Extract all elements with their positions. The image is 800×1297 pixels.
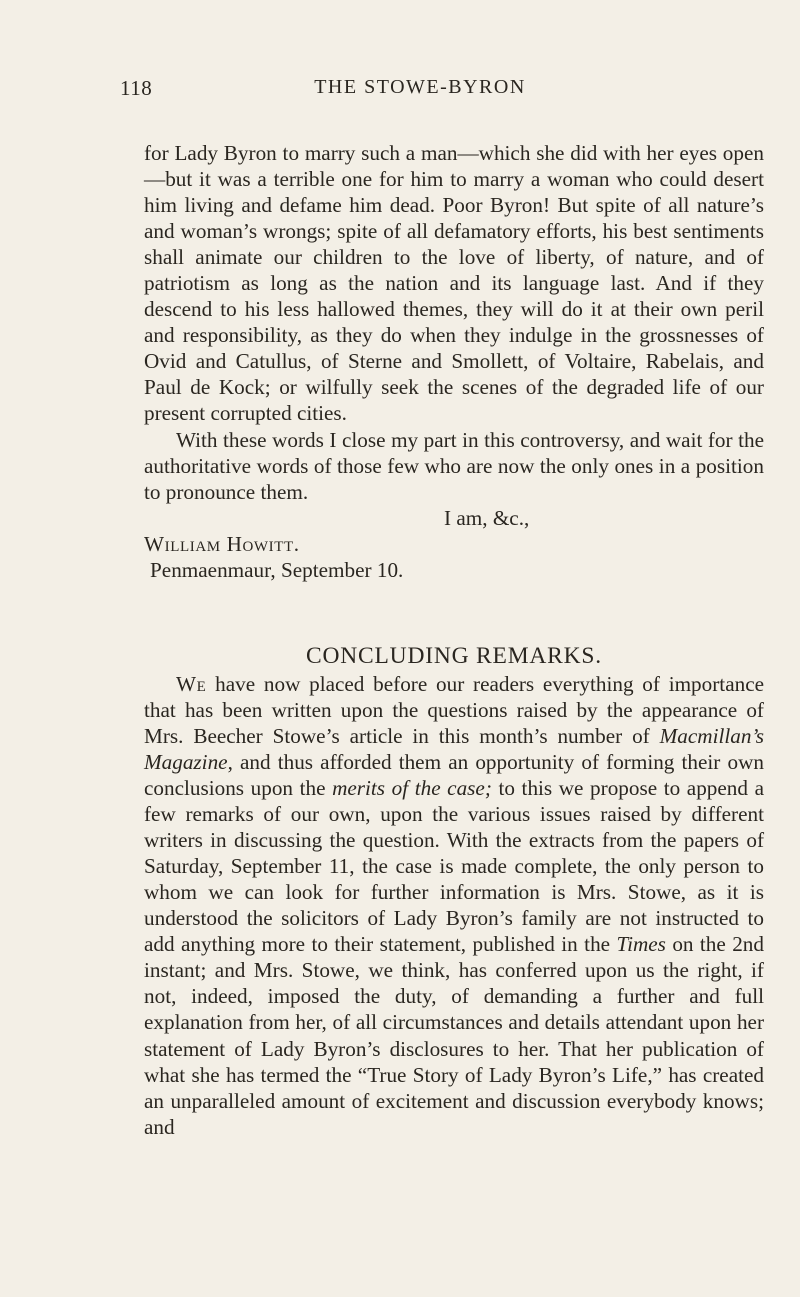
section-text-b: , and thus afforded them an opportunity of forming their own conclusions upon the: [144, 749, 764, 801]
letter-closing: I am, &c.,: [444, 505, 530, 530]
running-title: THE STOWE-BYRON: [314, 76, 526, 98]
merits-phrase: merits of the case;: [332, 776, 492, 801]
section-heading: CONCLUDING REMARKS.: [306, 642, 602, 669]
magazine-title: Macmillan’s Magazine: [144, 723, 764, 774]
section-text-a: have now placed before our readers everything of importance that has been written upon the questions raised by the appearance of Mrs. Beecher Stowe’s article in this month’s number of: [144, 671, 764, 748]
section-text-c: to this we propose to append a few remarks of our own, upon the various issues raised by different writers in discussing the question. With the extracts from the papers of Saturday, September 11, the case is made complete, the only person to whom we can look for further information is Mrs. Stowe, as it is understood the solicitors of Lady Byron’s family are not instructed to add anything more to their statement, published in the: [144, 776, 764, 957]
section-paragraph: [144, 671, 764, 1140]
opening-word: We: [176, 671, 207, 696]
letter-paragraph-2: With these words I close my part in this controversy, and wait for the authoritative words of those few who are now the only ones in a position to pronounce them.: [144, 427, 764, 504]
letter-signature: William Howitt.: [144, 531, 300, 556]
letter-paragraph-1: for Lady Byron to marry such a man—which she did with her eyes open—but it was a terrible one for him to marry a woman who could desert him living and defame him dead. Poor Byron! But spite of all nature’s and woman’s wrongs; spite of all defamatory efforts, his best sentiments shall animate our children to the love of liberty, of nature, and of patriotism as long as the nation and its language last. And if they descend to his less hallowed themes, they will do it at their own peril and responsibility, as they do when they indulge in the grossnesses of Ovid and Catullus, of Sterne and Smollett, of Voltaire, Rabelais, and Paul de Kock; or wilfully seek the scenes of the degraded life of our present corrupted cities.: [144, 141, 764, 426]
page-number: 118: [120, 76, 153, 100]
section-text-d: on the 2nd instant; and Mrs. Stowe, we think, has conferred upon us the right, if not, indeed, imposed the duty, of demanding a further and full explanation from her, of all circumstances and details attendant upon her statement of Lady Byron’s disclosures to her. That her publication of what she has termed the “True Story of Lady Byron’s Life,” has created an unparalleled amount of excitement and discussion everybody knows; and: [144, 932, 764, 1139]
letter-place-date: Penmaenmaur, September 10.: [150, 557, 404, 582]
body-text: [144, 140, 764, 1140]
page-header: [120, 76, 720, 110]
times-title: Times: [616, 932, 666, 957]
